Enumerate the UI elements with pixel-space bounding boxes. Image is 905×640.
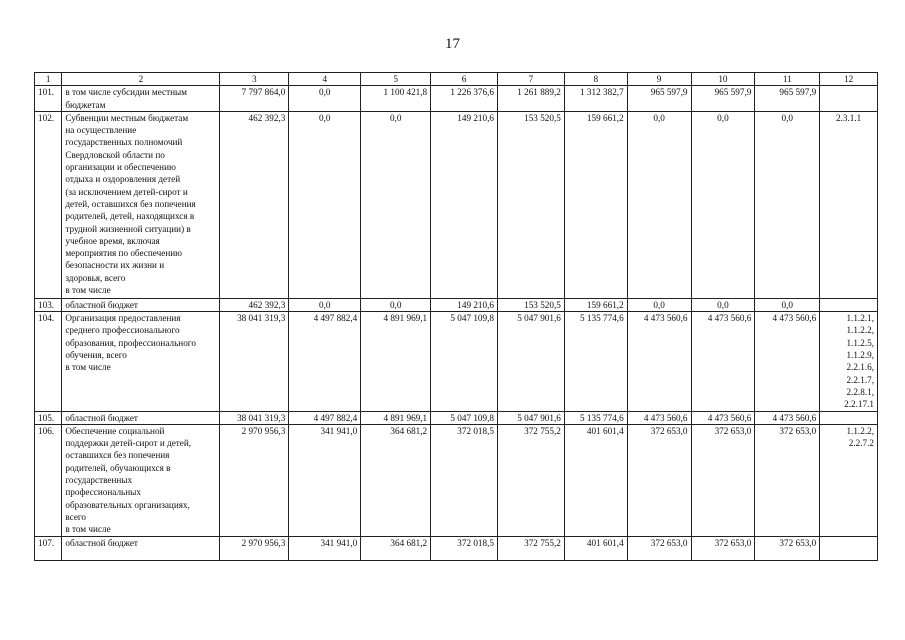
value-cell: 372 018,5: [431, 424, 498, 536]
value-cell: 4 473 560,6: [627, 312, 691, 411]
column-header: 8: [564, 73, 627, 86]
row-number: 101.: [35, 86, 62, 112]
value-cell: 4 473 560,6: [755, 411, 820, 424]
column-header: 9: [627, 73, 691, 86]
value-cell: 5 047 901,6: [498, 411, 565, 424]
value-cell: 2 970 956,3: [220, 424, 289, 536]
value-cell: 0,0: [289, 111, 361, 298]
table-row: [35, 86, 878, 112]
value-cell: 372 653,0: [755, 424, 820, 536]
value-cell: 5 047 109,8: [431, 312, 498, 411]
value-cell: 341 941,0: [289, 536, 361, 560]
value-cell: 1 261 889,2: [498, 86, 565, 112]
row-number: 103.: [35, 298, 62, 311]
column-header: 11: [755, 73, 820, 86]
value-cell: 0,0: [691, 298, 755, 311]
value-cell: 401 601,4: [564, 424, 627, 536]
value-cell: 0,0: [627, 111, 691, 298]
value-cell: 4 497 882,4: [289, 312, 361, 411]
row-name: Обеспечение социальной поддержки детей-сирот и детей, оставшихся без попечения родителей, обучающихся в государственных профессиональных образовательных организациях, всего в том числе: [62, 424, 220, 536]
table-row: [35, 298, 878, 311]
code-cell: 1.1.2.1, 1.1.2.2, 1.1.2.5, 1.1.2.9, 2.2.1.6, 2.2.1.7, 2.2.8.1, 2.2.17.1: [820, 312, 878, 411]
value-cell: 4 891 969,1: [361, 411, 431, 424]
value-cell: 5 047 901,6: [498, 312, 565, 411]
value-cell: 4 473 560,6: [691, 312, 755, 411]
value-cell: 372 653,0: [691, 536, 755, 560]
value-cell: 153 520,5: [498, 111, 565, 298]
code-cell: [820, 411, 878, 424]
value-cell: 965 597,9: [627, 86, 691, 112]
budget-table: [34, 72, 878, 561]
value-cell: 4 473 560,6: [691, 411, 755, 424]
value-cell: 7 797 864,0: [220, 86, 289, 112]
value-cell: 965 597,9: [691, 86, 755, 112]
value-cell: 372 653,0: [755, 536, 820, 560]
value-cell: 5 135 774,6: [564, 312, 627, 411]
value-cell: 372 653,0: [627, 536, 691, 560]
row-name: областной бюджет: [62, 536, 220, 560]
value-cell: 149 210,6: [431, 111, 498, 298]
column-header: 6: [431, 73, 498, 86]
value-cell: 0,0: [289, 86, 361, 112]
value-cell: 1 100 421,8: [361, 86, 431, 112]
row-number: 105.: [35, 411, 62, 424]
row-number: 104.: [35, 312, 62, 411]
value-cell: 0,0: [627, 298, 691, 311]
table-row: [35, 536, 878, 560]
table-row: [35, 312, 878, 411]
code-cell: [820, 86, 878, 112]
column-header: 10: [691, 73, 755, 86]
column-header: 2: [62, 73, 220, 86]
value-cell: 149 210,6: [431, 298, 498, 311]
row-number: 107.: [35, 536, 62, 560]
code-cell: [820, 298, 878, 311]
value-cell: 0,0: [755, 111, 820, 298]
row-number: 102.: [35, 111, 62, 298]
value-cell: 4 497 882,4: [289, 411, 361, 424]
value-cell: 4 891 969,1: [361, 312, 431, 411]
value-cell: 0,0: [755, 298, 820, 311]
row-name: областной бюджет: [62, 411, 220, 424]
value-cell: 5 135 774,6: [564, 411, 627, 424]
row-name: Организация предоставления среднего профессионального образования, профессионального обучения, всего в том числе: [62, 312, 220, 411]
value-cell: 5 047 109,8: [431, 411, 498, 424]
value-cell: 462 392,3: [220, 298, 289, 311]
value-cell: 38 041 319,3: [220, 411, 289, 424]
value-cell: 0,0: [361, 298, 431, 311]
value-cell: 401 601,4: [564, 536, 627, 560]
column-header: 12: [820, 73, 878, 86]
column-header: 3: [220, 73, 289, 86]
column-header: 5: [361, 73, 431, 86]
value-cell: 159 661,2: [564, 298, 627, 311]
column-header: 7: [498, 73, 565, 86]
value-cell: 372 755,2: [498, 424, 565, 536]
column-header: 4: [289, 73, 361, 86]
value-cell: 0,0: [289, 298, 361, 311]
value-cell: 0,0: [691, 111, 755, 298]
value-cell: 372 653,0: [627, 424, 691, 536]
table-row: [35, 111, 878, 298]
value-cell: 462 392,3: [220, 111, 289, 298]
value-cell: 372 653,0: [691, 424, 755, 536]
column-header: 1: [35, 73, 62, 86]
row-name: областной бюджет: [62, 298, 220, 311]
table-row: [35, 424, 878, 536]
value-cell: 341 941,0: [289, 424, 361, 536]
value-cell: 372 018,5: [431, 536, 498, 560]
code-cell: 2.3.1.1: [820, 111, 878, 298]
value-cell: 4 473 560,6: [627, 411, 691, 424]
value-cell: 38 041 319,3: [220, 312, 289, 411]
value-cell: 1 312 382,7: [564, 86, 627, 112]
value-cell: 1 226 376,6: [431, 86, 498, 112]
column-number-row: [35, 73, 878, 86]
table-row: [35, 411, 878, 424]
value-cell: 2 970 956,3: [220, 536, 289, 560]
value-cell: 372 755,2: [498, 536, 565, 560]
value-cell: 4 473 560,6: [755, 312, 820, 411]
value-cell: 0,0: [361, 111, 431, 298]
value-cell: 159 661,2: [564, 111, 627, 298]
value-cell: 364 681,2: [361, 536, 431, 560]
value-cell: 153 520,5: [498, 298, 565, 311]
row-name: в том числе субсидии местным бюджетам: [62, 86, 220, 112]
code-cell: [820, 536, 878, 560]
page-number: 17: [445, 36, 460, 52]
value-cell: 965 597,9: [755, 86, 820, 112]
code-cell: 1.1.2.2, 2.2.7.2: [820, 424, 878, 536]
row-name: Субвенции местным бюджетам на осуществление государственных полномочий Свердловской области по организации и обеспечению отдыха и оздоровления детей (за исключением детей-сирот и детей, оставшихся без попечения родителей, детей, находящихся в трудной жизненной ситуации) в учебное время, включая мероприятия по обеспечению безопасности их жизни и здоровья, всего в том числе: [62, 111, 220, 298]
row-number: 106.: [35, 424, 62, 536]
value-cell: 364 681,2: [361, 424, 431, 536]
